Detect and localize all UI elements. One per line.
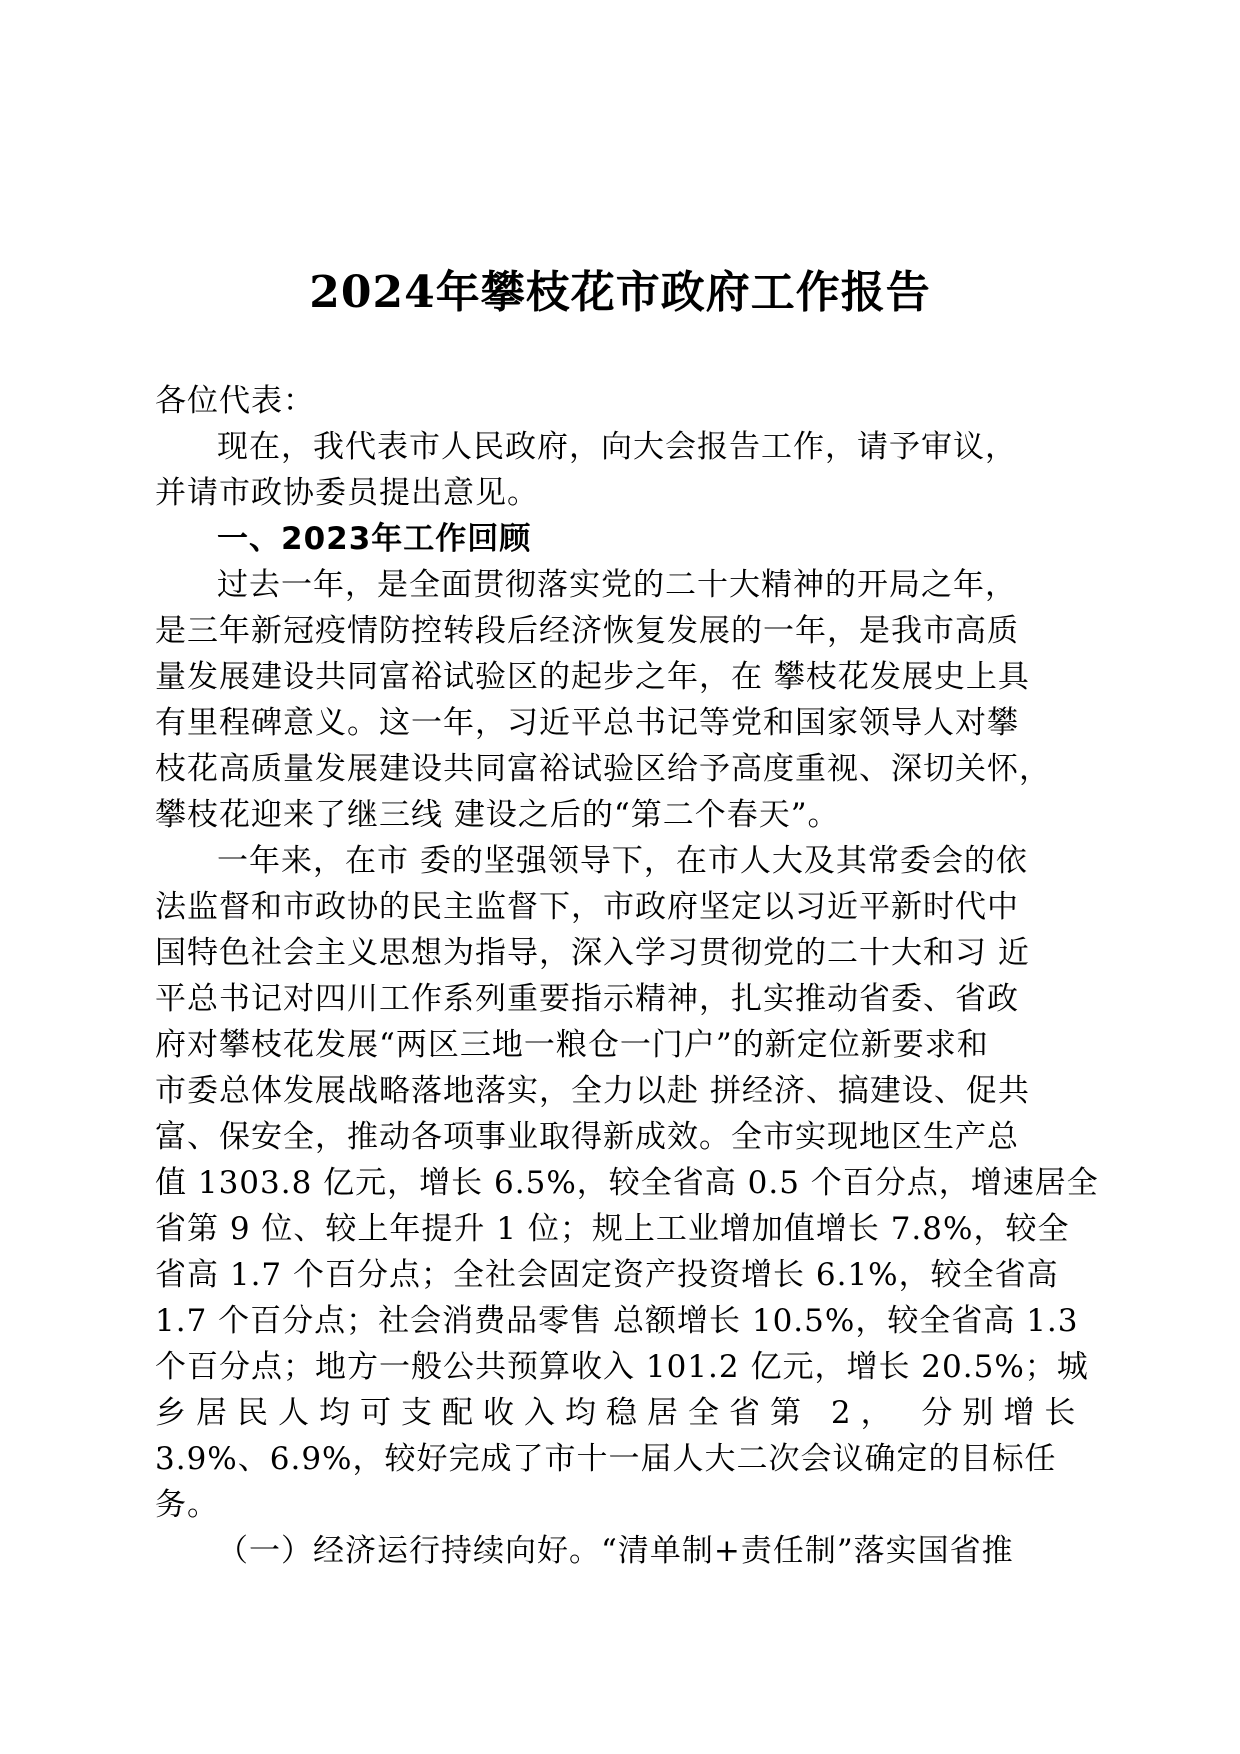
document-title: 2024年攀枝花市政府工作报告 — [309, 267, 931, 318]
salutation-line: 各位代表： — [155, 383, 315, 419]
body-line: 是三年新冠疫情防控转段后经济恢复发展的一年，是我市高质 — [155, 613, 1019, 649]
body-line: 平总书记对四川工作系列重要指示精神，扎实推动省委、省政 — [155, 981, 1019, 1017]
body-line: 值 1303.8 亿元，增长 6.5%，较全省高 0.5 个百分点，增速居全 — [155, 1165, 1099, 1201]
body-line: 3.9%、6.9%，较好完成了市十一届人大二次会议确定的目标任 — [155, 1441, 1057, 1477]
body-line: 枝花高质量发展建设共同富裕试验区给予高度重视、深切关怀， — [155, 751, 1051, 787]
body-line: 富、保安全，推动各项事业取得新成效。全市实现地区生产总 — [155, 1119, 1019, 1155]
body-line — [217, 562, 1085, 608]
body-line — [217, 424, 1085, 470]
body-line-text: 现在，我代表市人民政府，向大会报告工作，请予审议， — [217, 429, 1017, 465]
body-line: 1.7 个百分点；社会消费品零售 总额增长 10.5%，较全省高 1.3 — [155, 1303, 1079, 1339]
body-line: 省高 1.7 个百分点；全社会固定资产投资增长 6.1%，较全省高 — [155, 1257, 1059, 1293]
section-heading: 一、2023年工作回顾 — [217, 521, 532, 557]
body-line-text: 过去一年，是全面贯彻落实党的二十大精神的开局之年， — [217, 567, 1017, 603]
body-line: 一年来，在市 委的坚强领导下，在市人大及其常委会的依 — [217, 843, 1028, 879]
body-line: 个百分点；地方一般公共预算收入 101.2 亿元，增长 20.5%；城 — [155, 1349, 1089, 1385]
body-line: 法监督和市政协的民主监督下，市政府坚定以习近平新时代中 — [155, 889, 1019, 925]
body-line: 量发展建设共同富裕试验区的起步之年，在 攀枝花发展史上具 — [155, 659, 1030, 695]
body-line: 乡居民人均可支配收入均稳居全省第 2， 分别增长 — [155, 1395, 1086, 1431]
body-line: 市委总体发展战略落地落实，全力以赴 拼经济、搞建设、促共 — [155, 1073, 1030, 1109]
body-line: 府对攀枝花发展“两区三地一粮仓一门户”的新定位新要求和 — [155, 1027, 989, 1063]
body-line: 并请市政协委员提出意见。 — [155, 475, 539, 511]
body-line: 有里程碑意义。这一年，习近平总书记等党和国家领导人对攀 — [155, 705, 1019, 741]
body-line: 攀枝花迎来了继三线 建设之后的“第二个春天”。 — [155, 797, 840, 833]
subsection-line: （一）经济运行持续向好。“清单制+责任制”落实国省推 — [217, 1533, 1014, 1569]
body-line: 省第 9 位、较上年提升 1 位；规上工业增加值增长 7.8%，较全 — [155, 1211, 1070, 1247]
body-line: 国特色社会主义思想为指导，深入学习贯彻党的二十大和习 近 — [155, 935, 1030, 971]
body-line: 务。 — [155, 1487, 219, 1523]
